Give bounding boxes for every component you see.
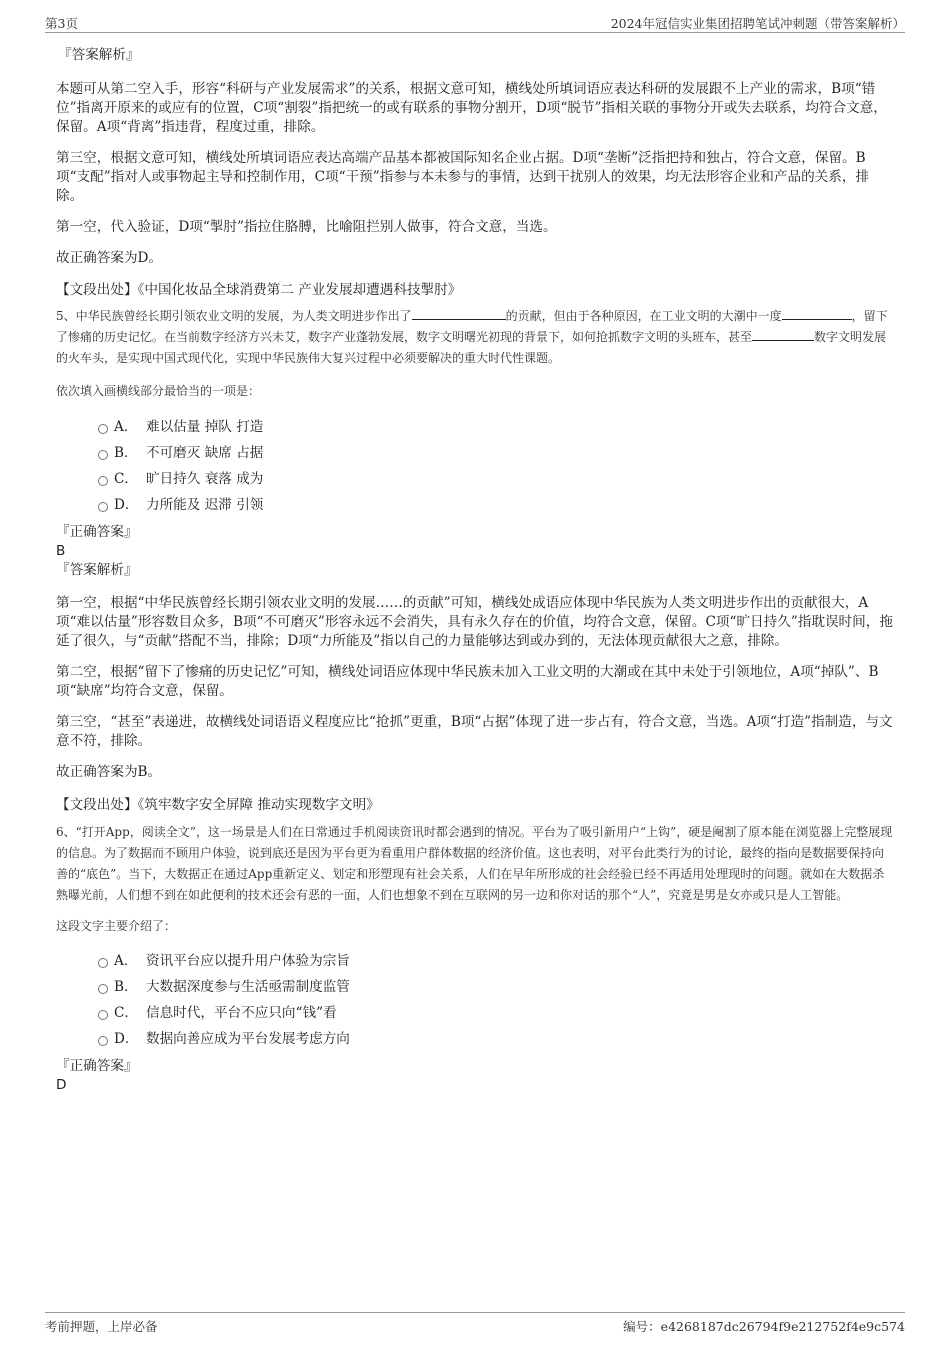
q5-option-a[interactable]: A． 难以估量 掉队 打造 bbox=[56, 414, 894, 440]
question-5-prompt: 依次填入画横线部分最恰当的一项是： bbox=[56, 384, 261, 398]
q6-option-b[interactable]: B． 大数据深度参与生活亟需制度监管 bbox=[56, 974, 894, 1000]
block1-analysis-para-1: 本题可从第二空入手，形容“科研与产业发展需求”的关系，根据文意可知，横线处所填词语应表达科研的发展跟不上产业的需求，B项“错位”指离开原来的或应有的位置，C项“割裂”指把统一的或有联系的事物分割开，D项“脱节”指相关联的事物分开或失去联系，均符合文意，保留。A项“背离”指违背，程度过重，排除。 bbox=[56, 81, 887, 135]
page-footer bbox=[45, 1312, 905, 1333]
q5-conclusion: 故正确答案为B。 bbox=[56, 764, 162, 780]
page-content bbox=[56, 46, 894, 1095]
q5-option-c[interactable]: C． 旷日持久 衰落 成为 bbox=[56, 466, 894, 492]
q5-analysis-para-3: 第三空，“甚至”表递进，故横线处词语语义程度应比“抢抓”更重，B项“占据”体现了进一步占有，符合文意，当选。A项“打造”指制造，与文意不符，排除。 bbox=[56, 714, 893, 749]
radio-icon[interactable] bbox=[98, 958, 108, 968]
block1-analysis-para-2: 第三空，根据文意可知，横线处所填词语应表达高端产品基本都被国际知名企业占据。D项“垄断”泛指把持和独占，符合文意，保留。B项“支配”指对人或事物起主导和控制作用，C项“干预”指参与本未参与的事情，达到干扰别人的效果，均无法形容企业和产品的关系，排除。 bbox=[56, 150, 870, 204]
q6-option-d[interactable]: D． 数据向善应成为平台发展考虑方向 bbox=[56, 1026, 894, 1052]
question-6-prompt: 这段文字主要介绍了： bbox=[56, 919, 177, 933]
q5-source: 【文段出处】《筑牢数字安全屏障 推动实现数字文明》 bbox=[56, 797, 380, 813]
blank-1 bbox=[412, 306, 506, 320]
q6-option-c[interactable]: C． 信息时代，平台不应只向“钱”看 bbox=[56, 1000, 894, 1026]
q5-option-b[interactable]: B． 不可磨灭 缺席 占据 bbox=[56, 440, 894, 466]
document-title: 2024年冠信实业集团招聘笔试冲刺题（带答案解析） bbox=[610, 16, 905, 31]
radio-icon[interactable] bbox=[98, 424, 108, 434]
block1-analysis-para-3: 第一空，代入验证，D项“掣肘”指拉住胳膊，比喻阻拦别人做事，符合文意，当选。 bbox=[56, 219, 557, 235]
blank-2 bbox=[782, 306, 852, 320]
block1-source: 【文段出处】《中国化妆品全球消费第二 产业发展却遭遇科技掣肘》 bbox=[56, 282, 462, 298]
q6-answer-label: 『正确答案』 bbox=[56, 1058, 138, 1074]
q5-analysis-para-2: 第二空，根据“留下了惨痛的历史记忆”可知，横线处词语应体现中华民族未加入工业文明的大潮或在其中未处于引领地位，A项“掉队”、B项“缺席”均符合文意，保留。 bbox=[56, 664, 879, 699]
q6-option-a[interactable]: A． 资讯平台应以提升用户体验为宗旨 bbox=[56, 948, 894, 974]
question-6-options bbox=[56, 948, 894, 1052]
blank-3 bbox=[752, 327, 814, 341]
block1-conclusion: 故正确答案为D。 bbox=[56, 250, 163, 266]
block1-analysis-label: 『答案解析』 bbox=[58, 47, 140, 63]
page-header bbox=[45, 12, 905, 33]
q5-analysis-para-1: 第一空，根据“中华民族曾经长期引领农业文明的发展……的贡献”可知，横线处成语应体现中华民族为人类文明进步作出的贡献很大，A项“难以估量”形容数目众多，B项“不可磨灭”形容永远不会消失，具有永久存在的价值，均符合文意，保留。C项“旷日持久”指耽误时间，拖延了很久，与“贡献”搭配不当，排除；D项“力所能及”指以自己的力量能够达到或办到的，无法体现贡献很大之意，排除。 bbox=[56, 595, 893, 649]
radio-icon[interactable] bbox=[98, 450, 108, 460]
q5-analysis-label: 『答案解析』 bbox=[56, 562, 138, 578]
radio-icon[interactable] bbox=[98, 1036, 108, 1046]
q5-answer-label: 『正确答案』 bbox=[56, 524, 138, 540]
radio-icon[interactable] bbox=[98, 1010, 108, 1020]
page-number: 第3页 bbox=[45, 16, 78, 31]
question-6-stem: 6、“打开App，阅读全文”，这一场景是人们在日常通过手机阅读资讯时都会遇到的情况。平台为了吸引新用户“上钩”，硬是阉割了原本能在浏览器上完整展现的信息。为了数据而不顾用户体验，说到底还是因为平台更为看重用户群体数据的经济价值。这也表明，对平台此类行为的讨论，最终的指向是数据要保持向善的“底色”。当下，大数据正在通过App重新定义、划定和形塑现有社会关系，人们在早年所形成的社会经验已经不再适用处理现时的问题。就如在大数据杀熟曝光前，人们想不到在如此便利的技术还会有恶的一面，人们也想象不到在互联网的另一边和你对话的那个“人”，究竟是男是女亦或只是人工智能。 bbox=[56, 825, 893, 902]
q5-option-d[interactable]: D． 力所能及 迟滞 引领 bbox=[56, 492, 894, 518]
question-5-options bbox=[56, 414, 894, 518]
footer-slogan: 考前押题，上岸必备 bbox=[45, 1319, 158, 1334]
radio-icon[interactable] bbox=[98, 502, 108, 512]
radio-icon[interactable] bbox=[98, 984, 108, 994]
document-id: 编号：e4268187dc26794f9e212752f4e9c574 bbox=[623, 1319, 905, 1334]
q6-answer: D bbox=[56, 1077, 67, 1093]
q5-answer: B bbox=[56, 543, 66, 559]
radio-icon[interactable] bbox=[98, 476, 108, 486]
question-5-stem: 5、中华民族曾经长期引领农业文明的发展，为人类文明进步作出了 的贡献，但由于各种原因，在工业文明的大潮中一度 ，留下了惨痛的历史记忆。在当前数字经济方兴未艾，数字产业蓬勃发展，数字文明曙光初现的背景下，如何抢抓数字文明的头班车，甚至 数字文明发展的火车头，是实现中国式现代化，实现中华民族伟大复兴过程中必须要解决的重大时代性课题。 bbox=[56, 306, 894, 369]
